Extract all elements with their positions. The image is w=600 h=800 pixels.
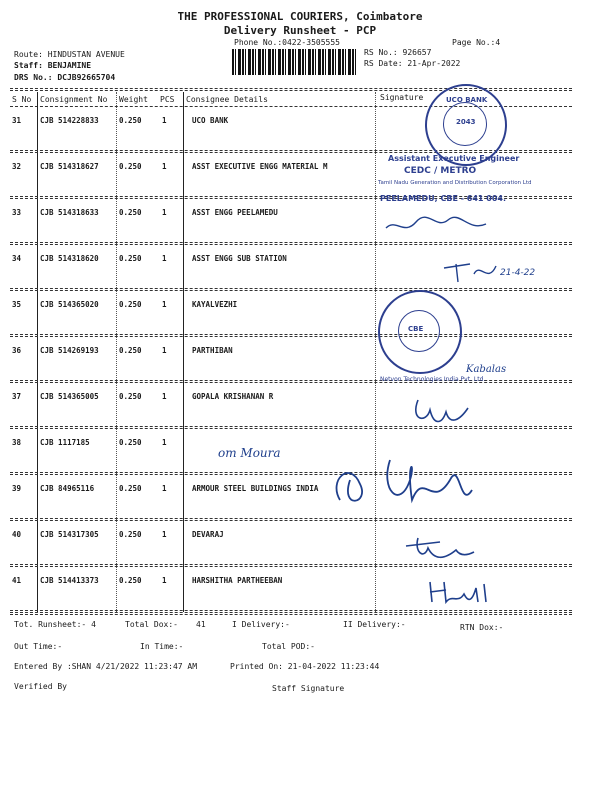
col-header-signature: Signature	[380, 93, 424, 102]
row-sno: 40	[12, 530, 22, 539]
row-pcs: 1	[162, 116, 167, 125]
col-header-pcs: PCS	[160, 95, 175, 104]
row-consignee: ASST ENGG PEELAMEDU	[192, 208, 278, 217]
tot-runsheet: Tot. Runsheet:- 4	[14, 620, 96, 629]
row-weight: 0.250	[119, 116, 142, 125]
header-rule-top	[10, 88, 572, 89]
row-rule	[10, 382, 572, 383]
row-consignee: ASST ENGG SUB STATION	[192, 254, 287, 263]
row-consignment-no: CJB 514413373	[40, 576, 99, 585]
row-consignment-no: CJB 514228833	[40, 116, 99, 125]
row-rule	[10, 612, 572, 613]
route-label: Route: HINDUSTAN AVENUE	[14, 50, 125, 59]
row-pcs: 1	[162, 484, 167, 493]
table-row	[0, 430, 600, 476]
uco-bank-stamp-code: 2043	[456, 118, 476, 126]
row-consignee: KAYALVEZHI	[192, 300, 238, 309]
row-consignee: ARMOUR STEEL BUILDINGS INDIA	[192, 484, 319, 493]
row-pcs: 1	[162, 530, 167, 539]
row-rule	[10, 380, 572, 381]
phone-number: Phone No.:0422-3505555	[234, 38, 340, 47]
row-consignment-no: CJB 1117185	[40, 438, 90, 447]
drs-number: DRS No.: DCJB92665704	[14, 73, 116, 82]
ii-delivery: II Delivery:-	[343, 620, 406, 629]
row-weight: 0.250	[119, 162, 142, 171]
entered-by: Entered By :SHAN 4/21/2022 11:23:47 AM	[14, 662, 198, 671]
total-dox-label: Total Dox:-	[125, 620, 178, 629]
col-header-weight: Weight	[119, 95, 148, 104]
table-row	[0, 522, 600, 568]
table-row	[0, 200, 600, 246]
row-sno: 34	[12, 254, 22, 263]
col-header-consignee: Consignee Details	[186, 95, 268, 104]
netvon-stamp-code: CBE	[408, 325, 424, 333]
rtn-dox: RTN Dox:-	[460, 623, 504, 632]
row-consignment-no: CJB 514317305	[40, 530, 99, 539]
handwritten-date: 21-4-22	[500, 268, 536, 278]
row-sno: 41	[12, 576, 22, 585]
company-title: THE PROFESSIONAL COURIERS, Coimbatore	[177, 10, 423, 23]
row-pcs: 1	[162, 438, 167, 447]
out-time: Out Time:-	[14, 642, 63, 651]
netvon-stamp-text: Netvon Technologies India Pvt. Ltd.	[380, 376, 486, 383]
verified-by: Verified By	[14, 682, 67, 691]
row-rule	[10, 564, 572, 565]
row-weight: 0.250	[119, 392, 142, 401]
total-dox-value: 41	[196, 620, 206, 629]
row-pcs: 1	[162, 576, 167, 585]
row-consignment-no: CJB 514318633	[40, 208, 99, 217]
row-consignee: GOPALA KRISHANAN R	[192, 392, 274, 401]
row-rule	[10, 244, 572, 245]
barcode-image	[232, 49, 356, 75]
row-weight: 0.250	[119, 346, 142, 355]
col-header-consignment: Consignment No	[40, 95, 108, 104]
table-row	[0, 476, 600, 522]
rs-number: RS No.: 926657	[364, 48, 432, 57]
runsheet-subtitle: Delivery Runsheet - PCP	[223, 24, 377, 37]
row-sno: 38	[12, 438, 22, 447]
signature-row41	[424, 574, 504, 608]
row-pcs: 1	[162, 208, 167, 217]
row-sno: 36	[12, 346, 22, 355]
signature-row33	[376, 210, 496, 240]
page-number: Page No.:4	[452, 38, 501, 47]
row-consignment-no: CJB 514318627	[40, 162, 99, 171]
row-consignee: ASST EXECUTIVE ENGG MATERIAL M	[192, 162, 328, 171]
row-consignment-no: CJB 514318620	[40, 254, 99, 263]
row-weight: 0.250	[119, 438, 142, 447]
table-row	[0, 108, 600, 154]
row-weight: 0.250	[119, 208, 142, 217]
row-consignee: UCO BANK	[192, 116, 229, 125]
handwritten-row36: Kabalas	[466, 364, 507, 375]
row-sno: 31	[12, 116, 22, 125]
table-row	[0, 384, 600, 430]
row-consignment-no: CJB 514269193	[40, 346, 99, 355]
row-pcs: 1	[162, 300, 167, 309]
rs-date: RS Date: 21-Apr-2022	[364, 59, 461, 68]
tneb-stamp-line4: PEELAMEDU, CBE - 641 004.	[380, 194, 507, 203]
row-consignment-no: CJB 514365020	[40, 300, 99, 309]
row-sno: 32	[12, 162, 22, 171]
row-weight: 0.250	[119, 300, 142, 309]
row-sno: 39	[12, 484, 22, 493]
i-delivery: I Delivery:-	[232, 620, 290, 629]
col-header-sno: S No	[12, 95, 32, 104]
row-rule	[10, 334, 572, 335]
table-row	[0, 568, 600, 614]
table-row	[0, 338, 600, 384]
row-rule	[10, 610, 572, 611]
row-pcs: 1	[162, 162, 167, 171]
tneb-stamp-line1: Assistant Executive Engineer	[388, 154, 520, 163]
footer-rule	[10, 614, 572, 615]
total-pod: Total POD:-	[262, 642, 315, 651]
row-consignee: HARSHITHA PARTHEEBAN	[192, 576, 283, 585]
tneb-stamp-line3: Tamil Nadu Generation and Distribution Corporation Ltd	[378, 180, 532, 186]
row-sno: 33	[12, 208, 22, 217]
signature-row37	[408, 390, 498, 434]
printed-on: Printed On: 21-04-2022 11:23:44	[230, 662, 380, 671]
row-weight: 0.250	[119, 254, 142, 263]
row-weight: 0.250	[119, 576, 142, 585]
row-consignee: DEVARAJ	[192, 530, 224, 539]
in-time: In Time:-	[140, 642, 184, 651]
table-row	[0, 292, 600, 338]
row-weight: 0.250	[119, 530, 142, 539]
row-rule	[10, 520, 572, 521]
row-consignee: PARTHIBAN	[192, 346, 233, 355]
staff-label: Staff: BENJAMINE	[14, 61, 92, 70]
row-consignment-no: CJB 84965116	[40, 484, 95, 493]
row-weight: 0.250	[119, 484, 142, 493]
row-rule	[10, 242, 572, 243]
row-pcs: 1	[162, 392, 167, 401]
signature-row40	[400, 530, 480, 566]
row-rule	[10, 566, 572, 567]
row-sno: 35	[12, 300, 22, 309]
uco-bank-stamp-text: UCO BANK	[446, 96, 488, 104]
row-pcs: 1	[162, 346, 167, 355]
tneb-stamp-line2: CEDC / METRO	[404, 166, 477, 176]
signature-row39	[320, 440, 500, 520]
row-rule	[10, 336, 572, 337]
handwritten-row38: om Moura	[218, 446, 281, 460]
row-consignment-no: CJB 514365005	[40, 392, 99, 401]
row-pcs: 1	[162, 254, 167, 263]
row-sno: 37	[12, 392, 22, 401]
staff-signature: Staff Signature	[272, 684, 345, 693]
